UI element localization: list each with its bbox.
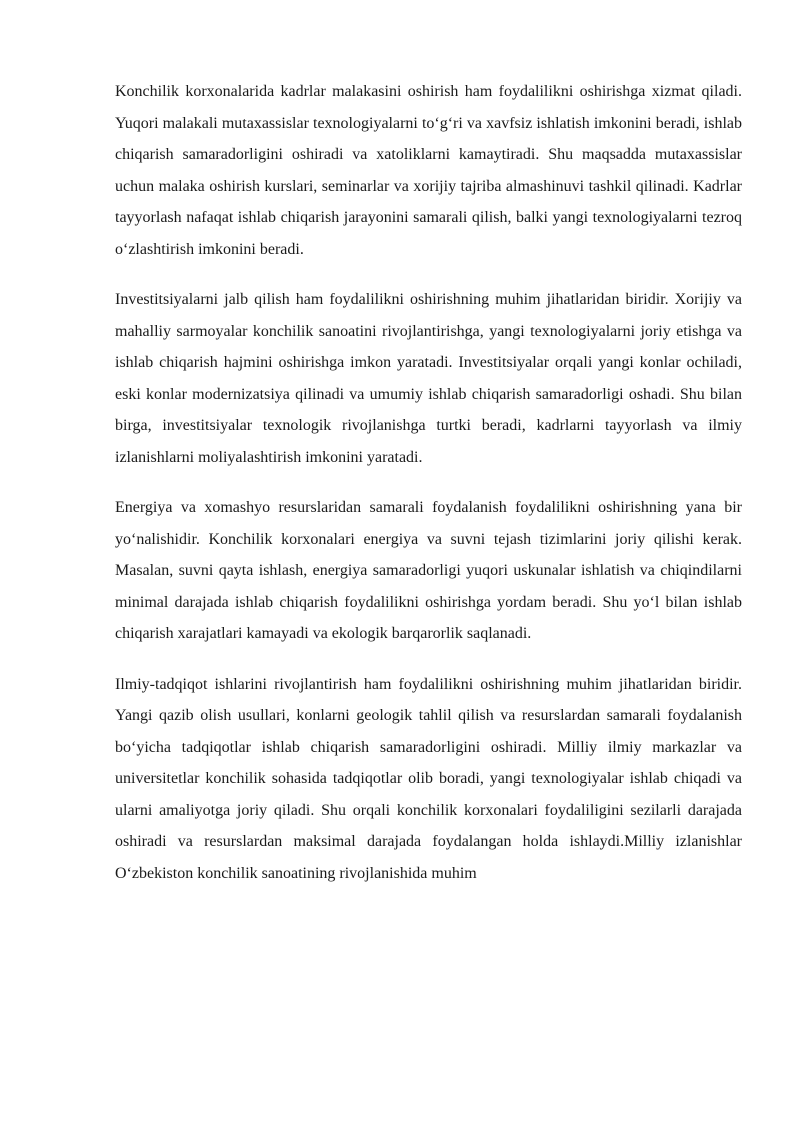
document-page — [115, 76, 742, 908]
paragraph-staff-training: Konchilik korxonalarida kadrlar malakasini oshirish ham foydalilikni oshirishga xizmat qiladi. Yuqori malakali mutaxassislar texnologiyalarni to‘g‘ri va xavfsiz ishlatish imkonini beradi, ishlab chiqarish samaradorligini oshiradi va xatoliklarni kamaytiradi. Shu maqsadda mutaxassislar uchun malaka oshirish kurslari, seminarlar va xorijiy tajriba almashinuvi tashkil qilinadi. Kadrlar tayyorlash nafaqat ishlab chiqarish jarayonini samarali qilish, balki yangi texnologiyalarni tezroq o‘zlashtirish imkonini beradi. — [115, 83, 742, 258]
paragraph-resources: Energiya va xomashyo resurslaridan samarali foydalanish foydalilikni oshirishning yana bir yo‘nalishidir. Konchilik korxonalari energiya va suvni tejash tizimlarini joriy qilishi kerak. Masalan, suvni qayta ishlash, energiya samaradorligi yuqori uskunalar ishlatish va chiqindilarni minimal darajada ishlab chiqarish foydalilikni oshirishga yordam beradi. Shu yo‘l bilan ishlab chiqarish xarajatlari kamayadi va ekologik barqarorlik saqlanadi. — [115, 499, 742, 642]
paragraph-investments: Investitsiyalarni jalb qilish ham foydalilikni oshirishning muhim jihatlaridan biridir. Xorijiy va mahalliy sarmoyalar konchilik sanoatini rivojlantirishga, yangi texnologiyalarni joriy etishga va ishlab chiqarish hajmini oshirishga imkon yaratadi. Investitsiyalar orqali yangi konlar ochiladi, eski konlar modernizatsiya qilinadi va umumiy ishlab chiqarish samaradorligi oshadi. Shu bilan birga, investitsiyalar texnologik rivojlanishga turtki beradi, kadrlarni tayyorlash va ilmiy izlanishlarni moliyalashtirish imkonini yaratadi. — [115, 291, 742, 466]
paragraph-research: Ilmiy-tadqiqot ishlarini rivojlantirish ham foydalilikni oshirishning muhim jihatlaridan biridir. Yangi qazib olish usullari, konlarni geologik tahlil qilish va resurslardan samarali foydalanish bo‘yicha tadqiqotlar ishlab chiqarish samaradorligini oshiradi. Milliy ilmiy markazlar va universitetlar konchilik sohasida tadqiqotlar olib boradi, yangi texnologiyalar ishlab chiqadi va ularni amaliyotga joriy qiladi. Shu orqali konchilik korxonalari foydaliligini sezilarli darajada oshiradi va resurslardan maksimal darajada foydalangan holda ishlaydi.Milliy izlanishlar O‘zbekiston konchilik sanoatining rivojlanishida muhim — [115, 675, 742, 882]
